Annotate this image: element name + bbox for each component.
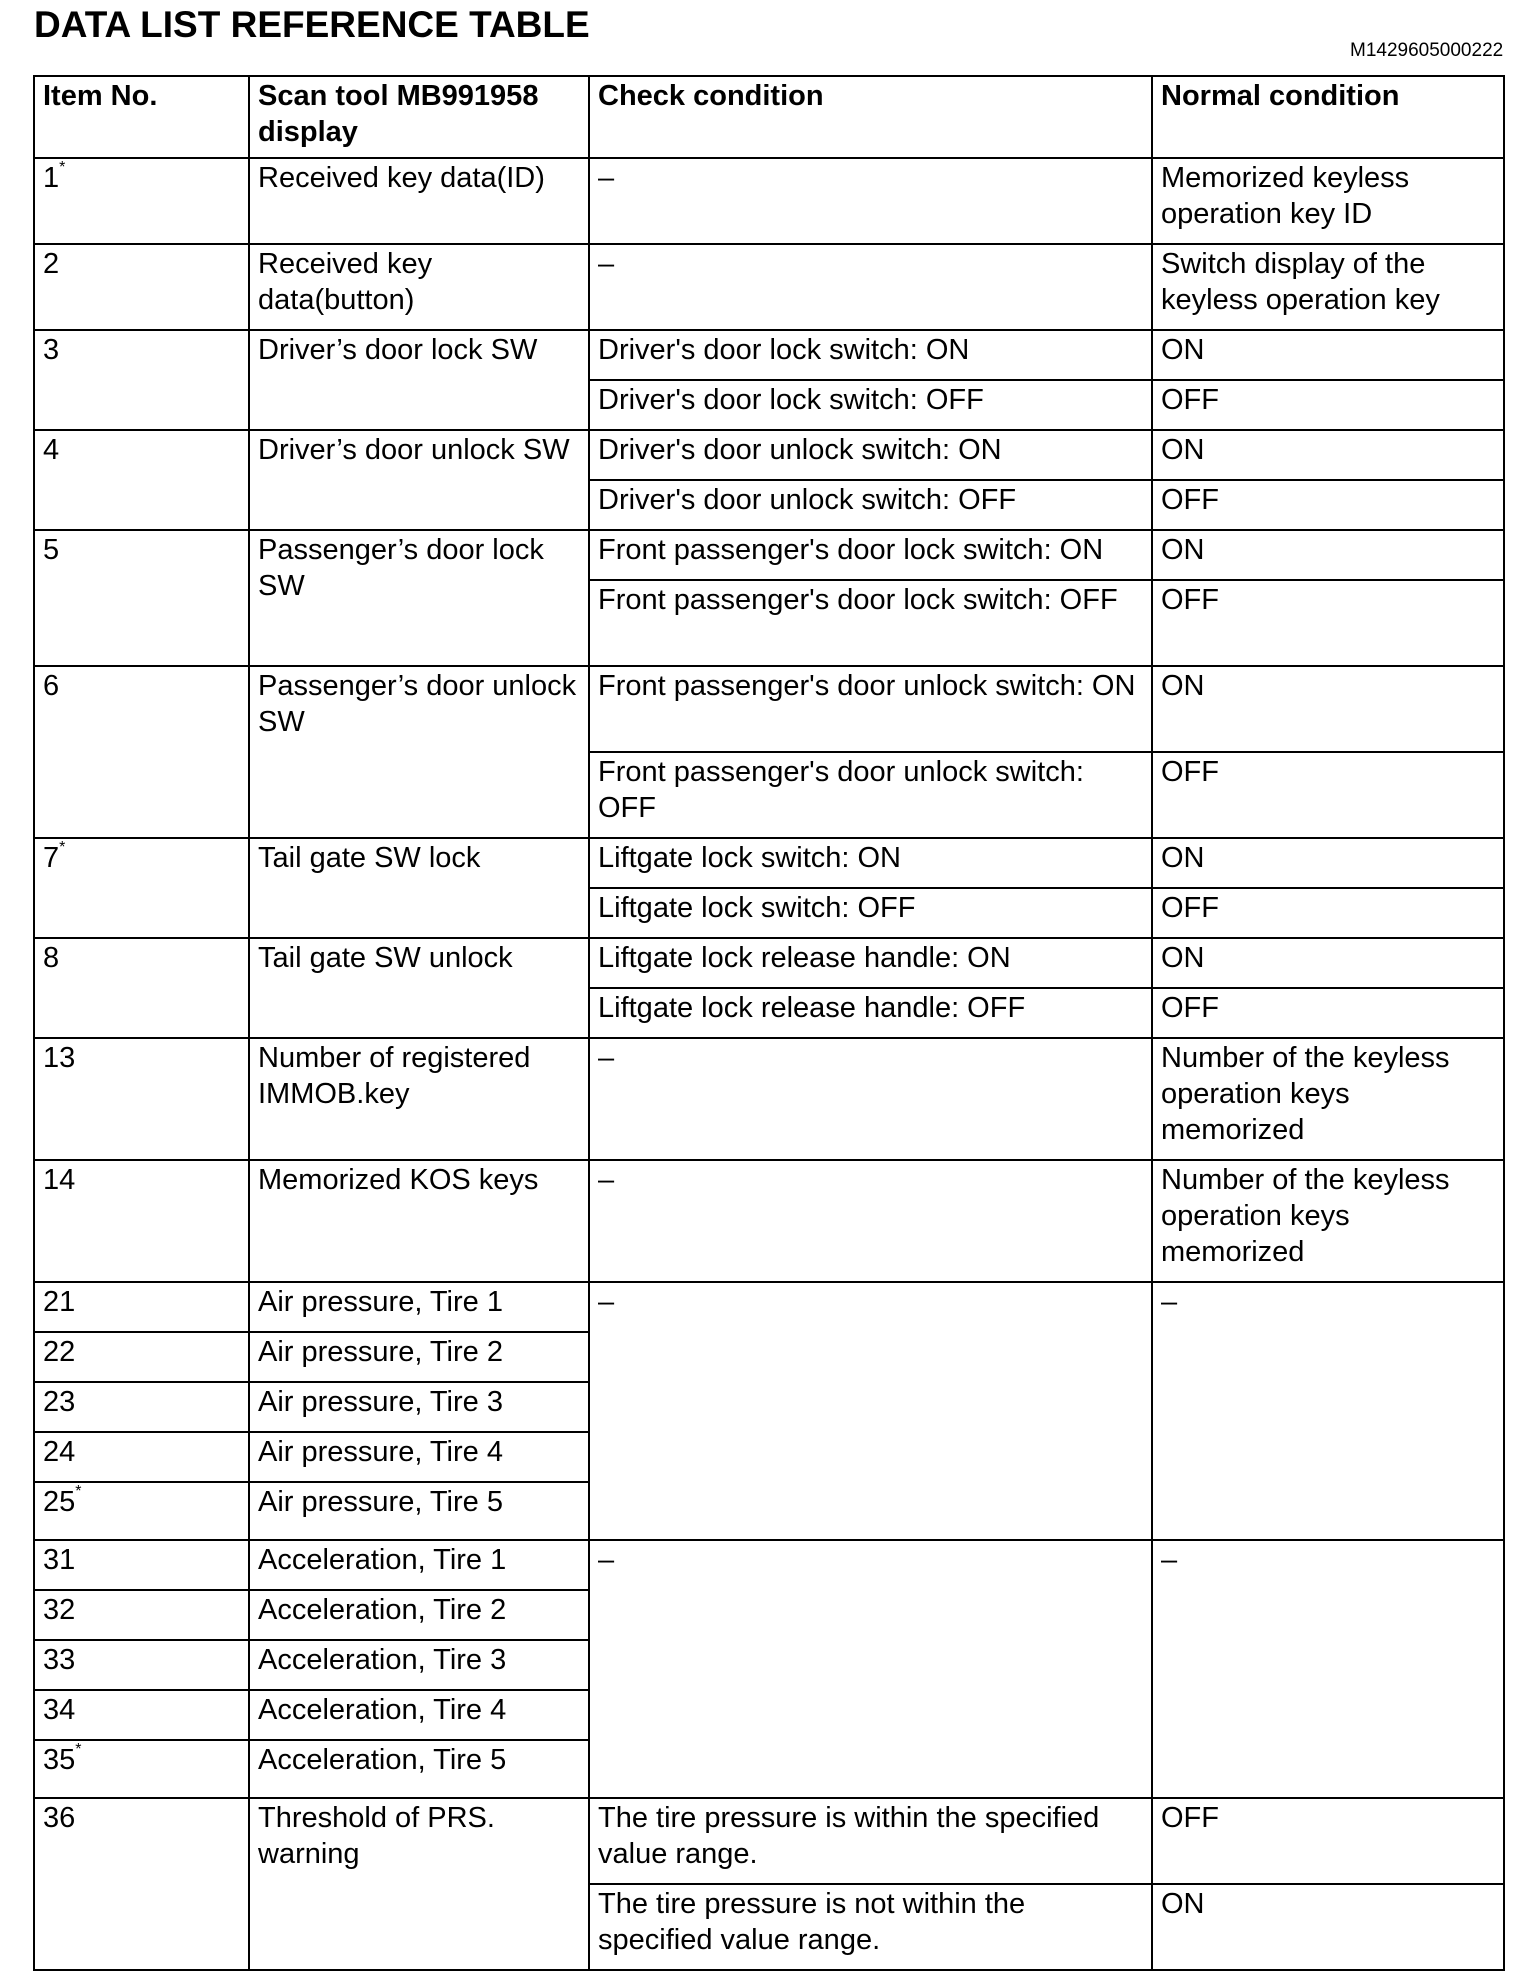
normal-cell: OFF [1152,580,1504,666]
normal-cell: ON [1152,430,1504,480]
check-cell: Driver's door lock switch: OFF [589,380,1152,430]
table-row [34,244,1504,330]
table-header-row [34,76,1504,158]
item-no-cell: 5 [34,530,249,666]
check-cell: Driver's door unlock switch: OFF [589,480,1152,530]
check-cell: – [589,1160,1152,1282]
normal-cell: – [1152,1282,1504,1540]
normal-cell: ON [1152,330,1504,380]
check-cell: – [589,1540,1152,1798]
display-cell: Number of registered IMMOB.key [249,1038,589,1160]
display-cell: Air pressure, Tire 5 [249,1482,589,1540]
item-no-cell: 31 [34,1540,249,1590]
item-no-cell: 8 [34,938,249,1038]
footnote-mark: * [59,159,66,176]
normal-cell: ON [1152,1884,1504,1970]
table-row [34,530,1504,580]
table-row [34,666,1504,752]
item-no-cell: 33 [34,1640,249,1690]
normal-cell: ON [1152,666,1504,752]
normal-cell: Number of the keyless operation keys memorized [1152,1038,1504,1160]
item-no-cell: 25* [34,1482,249,1540]
normal-cell: ON [1152,838,1504,888]
footnote-mark: * [75,1741,82,1758]
check-cell: Liftgate lock release handle: ON [589,938,1152,988]
display-cell: Air pressure, Tire 4 [249,1432,589,1482]
footnote-mark: * [75,1483,82,1500]
table-row [34,430,1504,480]
normal-cell: Switch display of the keyless operation key [1152,244,1504,330]
display-cell: Tail gate SW unlock [249,938,589,1038]
normal-cell: Memorized keyless operation key ID [1152,158,1504,244]
item-no-cell: 21 [34,1282,249,1332]
header-check-condition: Check condition [589,76,1152,158]
display-cell: Acceleration, Tire 2 [249,1590,589,1640]
item-no-cell: 35* [34,1740,249,1798]
data-list-table [33,75,1505,1971]
item-no-cell: 4 [34,430,249,530]
table-row [34,158,1504,244]
page-title: DATA LIST REFERENCE TABLE [34,4,590,45]
display-cell: Threshold of PRS. warning [249,1798,589,1970]
header-item-no: Item No. [34,76,249,158]
display-cell: Driver’s door unlock SW [249,430,589,530]
item-no-cell: 24 [34,1432,249,1482]
table-row [34,1540,1504,1590]
display-cell: Acceleration, Tire 3 [249,1640,589,1690]
table-row [34,1160,1504,1282]
normal-cell: Number of the keyless operation keys memorized [1152,1160,1504,1282]
normal-cell: OFF [1152,888,1504,938]
item-no-cell: 3 [34,330,249,430]
check-cell: Driver's door unlock switch: ON [589,430,1152,480]
check-cell: Liftgate lock switch: OFF [589,888,1152,938]
normal-cell: – [1152,1540,1504,1798]
check-cell: Driver's door lock switch: ON [589,330,1152,380]
item-no-cell: 6 [34,666,249,838]
document-id: M1429605000222 [1350,40,1504,61]
table-row [34,330,1504,380]
item-no-cell: 13 [34,1038,249,1160]
display-cell: Memorized KOS keys [249,1160,589,1282]
item-no-cell: 14 [34,1160,249,1282]
display-cell: Air pressure, Tire 3 [249,1382,589,1432]
check-cell: – [589,244,1152,330]
item-no-cell: 23 [34,1382,249,1432]
check-cell: Liftgate lock switch: ON [589,838,1152,888]
header-normal-condition: Normal condition [1152,76,1504,158]
check-cell: Front passenger's door lock switch: OFF [589,580,1152,666]
normal-cell: OFF [1152,380,1504,430]
table-row [34,1798,1504,1884]
header-display: Scan tool MB991958 display [249,76,589,158]
item-no-cell: 22 [34,1332,249,1382]
table-row [34,938,1504,988]
item-no-cell: 36 [34,1798,249,1970]
check-cell: – [589,1038,1152,1160]
check-cell: Front passenger's door unlock switch: ON [589,666,1152,752]
display-cell: Driver’s door lock SW [249,330,589,430]
table-row [34,838,1504,888]
item-no-cell: 32 [34,1590,249,1640]
item-no-cell: 1* [34,158,249,244]
display-cell: Passenger’s door unlock SW [249,666,589,838]
normal-cell: OFF [1152,752,1504,838]
display-cell: Acceleration, Tire 1 [249,1540,589,1590]
display-cell: Acceleration, Tire 5 [249,1740,589,1798]
table-row [34,1038,1504,1160]
check-cell: – [589,1282,1152,1540]
table-row [34,1282,1504,1332]
item-no-cell: 2 [34,244,249,330]
display-cell: Received key data(button) [249,244,589,330]
footnote-mark: * [59,839,66,856]
display-cell: Passenger’s door lock SW [249,530,589,666]
display-cell: Received key data(ID) [249,158,589,244]
normal-cell: ON [1152,530,1504,580]
item-no-cell: 7* [34,838,249,938]
check-cell: – [589,158,1152,244]
normal-cell: ON [1152,938,1504,988]
check-cell: The tire pressure is not within the specified value range. [589,1884,1152,1970]
display-cell: Air pressure, Tire 1 [249,1282,589,1332]
display-cell: Tail gate SW lock [249,838,589,938]
check-cell: Front passenger's door lock switch: ON [589,530,1152,580]
check-cell: Liftgate lock release handle: OFF [589,988,1152,1038]
item-no-cell: 34 [34,1690,249,1740]
normal-cell: OFF [1152,480,1504,530]
normal-cell: OFF [1152,1798,1504,1884]
check-cell: The tire pressure is within the specified value range. [589,1798,1152,1884]
check-cell: Front passenger's door unlock switch: OFF [589,752,1152,838]
normal-cell: OFF [1152,988,1504,1038]
display-cell: Acceleration, Tire 4 [249,1690,589,1740]
display-cell: Air pressure, Tire 2 [249,1332,589,1382]
